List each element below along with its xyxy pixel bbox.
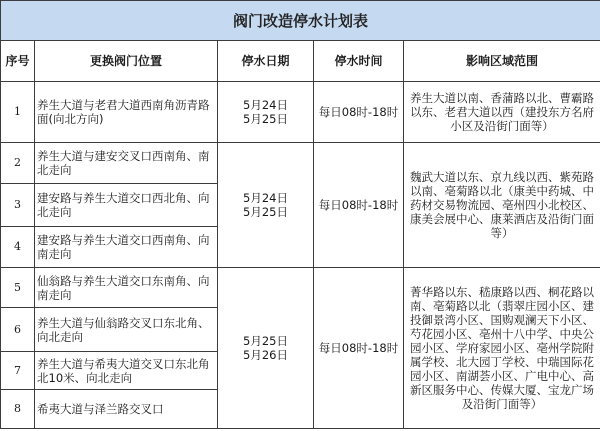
col-header-index: 序号 bbox=[1, 41, 35, 82]
row-index: 3 bbox=[1, 184, 35, 227]
table-row bbox=[1, 82, 600, 143]
outage-time: 每日08时-18时 bbox=[314, 268, 404, 429]
valve-location: 仙翁路与养生大道交口东南角、向南走向 bbox=[35, 268, 218, 308]
outage-dates bbox=[218, 268, 314, 429]
row-index: 1 bbox=[1, 82, 35, 143]
row-index: 2 bbox=[1, 143, 35, 184]
outage-dates bbox=[218, 82, 314, 143]
outage-date: 5月25日 bbox=[243, 205, 288, 219]
col-header-date: 停水日期 bbox=[218, 41, 314, 82]
outage-dates bbox=[218, 143, 314, 268]
valve-location: 希夷大道与泽兰路交叉口 bbox=[35, 390, 218, 429]
affected-area: 菁华路以东、嵇康路以西、桐花路以南、亳菊路以北（翡翠庄园小区、建投御景湾小区、国购观澜天下小区、芍花园小区、亳州十八中学、中央公园小区、学府家园小区、亳州学院附属学校、北大园丁学校、中瑞国际花园小区、南湖荟小区、广电中心、高新区服务中心、传媒大厦、宝龙广场及沿街门面等） bbox=[404, 268, 600, 429]
outage-date: 5月26日 bbox=[243, 348, 288, 362]
valve-location: 建安路与养生大道交口西南角、向南走向 bbox=[35, 227, 218, 268]
outage-date: 5月25日 bbox=[243, 334, 288, 348]
row-index: 8 bbox=[1, 390, 35, 429]
col-header-time: 停水时间 bbox=[314, 41, 404, 82]
outage-date: 5月25日 bbox=[243, 112, 288, 126]
table-row bbox=[1, 268, 600, 308]
outage-date: 5月24日 bbox=[243, 191, 288, 205]
affected-area: 养生大道以南、香蒲路以北、曹霸路以东、老君大道以西（建投东方名府小区及沿街门面等） bbox=[404, 82, 600, 143]
row-index: 5 bbox=[1, 268, 35, 308]
row-index: 7 bbox=[1, 352, 35, 390]
affected-area: 魏武大道以东、京九线以西、紫苑路以南、亳菊路以北（康美中药城、中药材交易物流园、亳州四小北校区、康美会展中心、康莱酒店及沿街门面等） bbox=[404, 143, 600, 268]
valve-location: 养生大道与建安交叉口西南角、南北走向 bbox=[35, 143, 218, 184]
table-title: 阀门改造停水计划表 bbox=[1, 1, 600, 41]
column-header-row bbox=[1, 41, 600, 82]
table-row bbox=[1, 143, 600, 184]
col-header-location: 更换阀门位置 bbox=[35, 41, 218, 82]
row-index: 4 bbox=[1, 227, 35, 268]
valve-location: 养生大道与希夷大道交叉口东北角北10米、向北走向 bbox=[35, 352, 218, 390]
col-header-area: 影响区域范围 bbox=[404, 41, 600, 82]
outage-date: 5月24日 bbox=[243, 98, 288, 112]
row-index: 6 bbox=[1, 308, 35, 352]
valve-location: 养生大道与老君大道西南角沥青路面(向北方向) bbox=[35, 82, 218, 143]
valve-location: 建安路与养生大道交口西北角、向北走向 bbox=[35, 184, 218, 227]
valve-location: 养生大道与仙翁路交叉口东北角、向北走向 bbox=[35, 308, 218, 352]
outage-time: 每日08时-18时 bbox=[314, 82, 404, 143]
outage-time: 每日08时-18时 bbox=[314, 143, 404, 268]
